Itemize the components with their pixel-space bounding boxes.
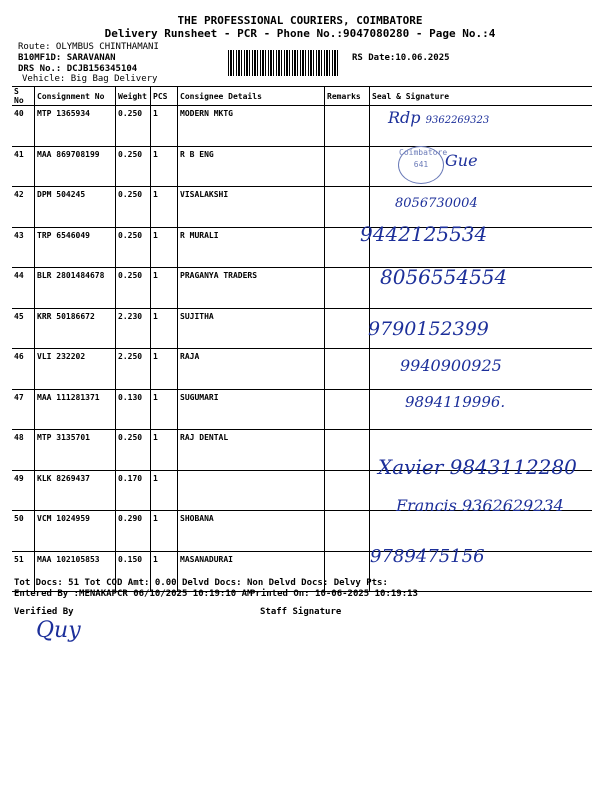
staff-label: B10MF1D: SARAVANAN	[18, 53, 116, 63]
row-consignee: SUJITHA	[178, 308, 325, 349]
handwritten-sig-40: Rdp 9362269323	[388, 108, 490, 127]
table-row	[12, 146, 592, 187]
row-consignment: KLK 8269437	[35, 470, 116, 511]
col-sno: S No	[12, 87, 35, 106]
row-remarks	[325, 146, 370, 187]
row-sno: 48	[12, 430, 35, 471]
handwritten-phone-47: 9894119996.	[405, 393, 506, 411]
row-weight: 0.130	[116, 389, 151, 430]
runsheet-title: Delivery Runsheet - PCR - Phone No.:9047080280 - Page No.:4	[104, 27, 496, 40]
handwritten-phone-46: 9940900925	[400, 356, 502, 375]
row-seal	[370, 511, 593, 552]
row-sno: 46	[12, 349, 35, 390]
row-consignee: R B ENG	[178, 146, 325, 187]
staff-signature-label: Staff Signature	[260, 607, 342, 617]
row-consignment: VCM 1024959	[35, 511, 116, 552]
row-consignee: RAJ DENTAL	[178, 430, 325, 471]
row-pcs: 1	[151, 389, 178, 430]
row-sno: 41	[12, 146, 35, 187]
row-pcs: 1	[151, 106, 178, 147]
row-remarks	[325, 430, 370, 471]
row-remarks	[325, 268, 370, 309]
row-consignee: MODERN MKTG	[178, 106, 325, 147]
row-pcs: 1	[151, 308, 178, 349]
row-remarks	[325, 308, 370, 349]
row-consignee	[178, 470, 325, 511]
row-consignment: MAA 102105853	[35, 551, 116, 592]
row-pcs: 1	[151, 511, 178, 552]
handwritten-sig-49: Xavier 9843112280	[378, 455, 577, 479]
row-remarks	[325, 389, 370, 430]
row-weight: 0.170	[116, 470, 151, 511]
row-consignee: SHOBANA	[178, 511, 325, 552]
rs-date: RS Date:10.06.2025	[352, 53, 450, 63]
table-row	[12, 227, 592, 268]
row-consignment: MAA 111281371	[35, 389, 116, 430]
row-sno: 44	[12, 268, 35, 309]
row-weight: 0.250	[116, 268, 151, 309]
runsheet-table	[12, 86, 592, 592]
row-pcs: 1	[151, 268, 178, 309]
vehicle-label: Vehicle: Big Bag Delivery	[22, 74, 158, 84]
drs-number: DRS No.: DCJB156345104	[18, 64, 138, 74]
row-consignee: R MURALI	[178, 227, 325, 268]
row-weight: 0.250	[116, 430, 151, 471]
row-consignment: KRR 50186672	[35, 308, 116, 349]
row-consignee: MASANADURAI	[178, 551, 325, 592]
table-row	[12, 187, 592, 228]
col-weight: Weight	[116, 87, 151, 106]
handwritten-phone-42: 8056730004	[395, 196, 478, 211]
row-consignment: TRP 6546049	[35, 227, 116, 268]
row-sno: 51	[12, 551, 35, 592]
handwritten-sig-41: Gue	[445, 151, 478, 170]
barcode	[228, 50, 340, 76]
row-consignee: RAJA	[178, 349, 325, 390]
table-header-row	[12, 87, 592, 106]
row-consignee: PRAGANYA TRADERS	[178, 268, 325, 309]
row-weight: 0.290	[116, 511, 151, 552]
handwritten-phone-43: 9442125534	[360, 222, 488, 246]
row-sno: 42	[12, 187, 35, 228]
row-remarks	[325, 470, 370, 511]
table-row	[12, 308, 592, 349]
row-weight: 0.250	[116, 187, 151, 228]
row-pcs: 1	[151, 551, 178, 592]
row-sno: 49	[12, 470, 35, 511]
handwritten-sig-50: Francis 9362629234	[396, 496, 564, 515]
row-consignment: DPM 504245	[35, 187, 116, 228]
col-seal: Seal & Signature	[370, 87, 593, 106]
verified-by-label: Verified By	[14, 607, 74, 617]
row-weight: 0.250	[116, 146, 151, 187]
row-weight: 2.230	[116, 308, 151, 349]
row-consignment: MAA 869708199	[35, 146, 116, 187]
col-pcs: PCS	[151, 87, 178, 106]
row-sno: 43	[12, 227, 35, 268]
table-row	[12, 106, 592, 147]
row-pcs: 1	[151, 470, 178, 511]
table-row	[12, 349, 592, 390]
totals-line: Tot Docs: 51 Tot COD Amt: 0.00 Delvd Docs: Non Delvd Docs: Delvy Pts:	[14, 578, 388, 588]
route-label: Route: OLYMBUS CHINTHAMANI	[18, 42, 159, 52]
row-weight: 0.250	[116, 227, 151, 268]
row-consignee: SUGUMARI	[178, 389, 325, 430]
row-consignment: MTP 3135701	[35, 430, 116, 471]
company-title: THE PROFESSIONAL COURIERS, COIMBATORE	[177, 14, 423, 27]
col-remarks: Remarks	[325, 87, 370, 106]
row-remarks	[325, 187, 370, 228]
row-consignment: VLI 232202	[35, 349, 116, 390]
row-weight: 2.250	[116, 349, 151, 390]
printed-on: Printed On: 10-06-2025 10:19:13	[250, 589, 418, 599]
handwritten-phone-45: 9790152399	[368, 318, 489, 340]
row-sno: 45	[12, 308, 35, 349]
handwritten-phone-44: 8056554554	[380, 265, 508, 289]
row-consignment: BLR 2801484678	[35, 268, 116, 309]
row-remarks	[325, 106, 370, 147]
row-pcs: 1	[151, 349, 178, 390]
row-remarks	[325, 349, 370, 390]
row-weight: 0.250	[116, 106, 151, 147]
handwritten-phone-51: 9789475156	[370, 546, 485, 567]
row-pcs: 1	[151, 430, 178, 471]
col-consignee: Consignee Details	[178, 87, 325, 106]
row-consignment: MTP 1365934	[35, 106, 116, 147]
entered-by: Entered By :MENAKAPCR 06/10/2025 10:19:10 AM	[14, 589, 253, 599]
post-stamp: Coimbatore 641	[398, 146, 444, 184]
row-sno: 40	[12, 106, 35, 147]
row-pcs: 1	[151, 146, 178, 187]
col-consignment: Consignment No	[35, 87, 116, 106]
row-sno: 47	[12, 389, 35, 430]
row-remarks	[325, 511, 370, 552]
row-pcs: 1	[151, 227, 178, 268]
row-consignee: VISALAKSHI	[178, 187, 325, 228]
row-sno: 50	[12, 511, 35, 552]
row-weight: 0.150	[116, 551, 151, 592]
row-pcs: 1	[151, 187, 178, 228]
verified-signature: Quy	[36, 618, 81, 643]
table-row	[12, 511, 592, 552]
